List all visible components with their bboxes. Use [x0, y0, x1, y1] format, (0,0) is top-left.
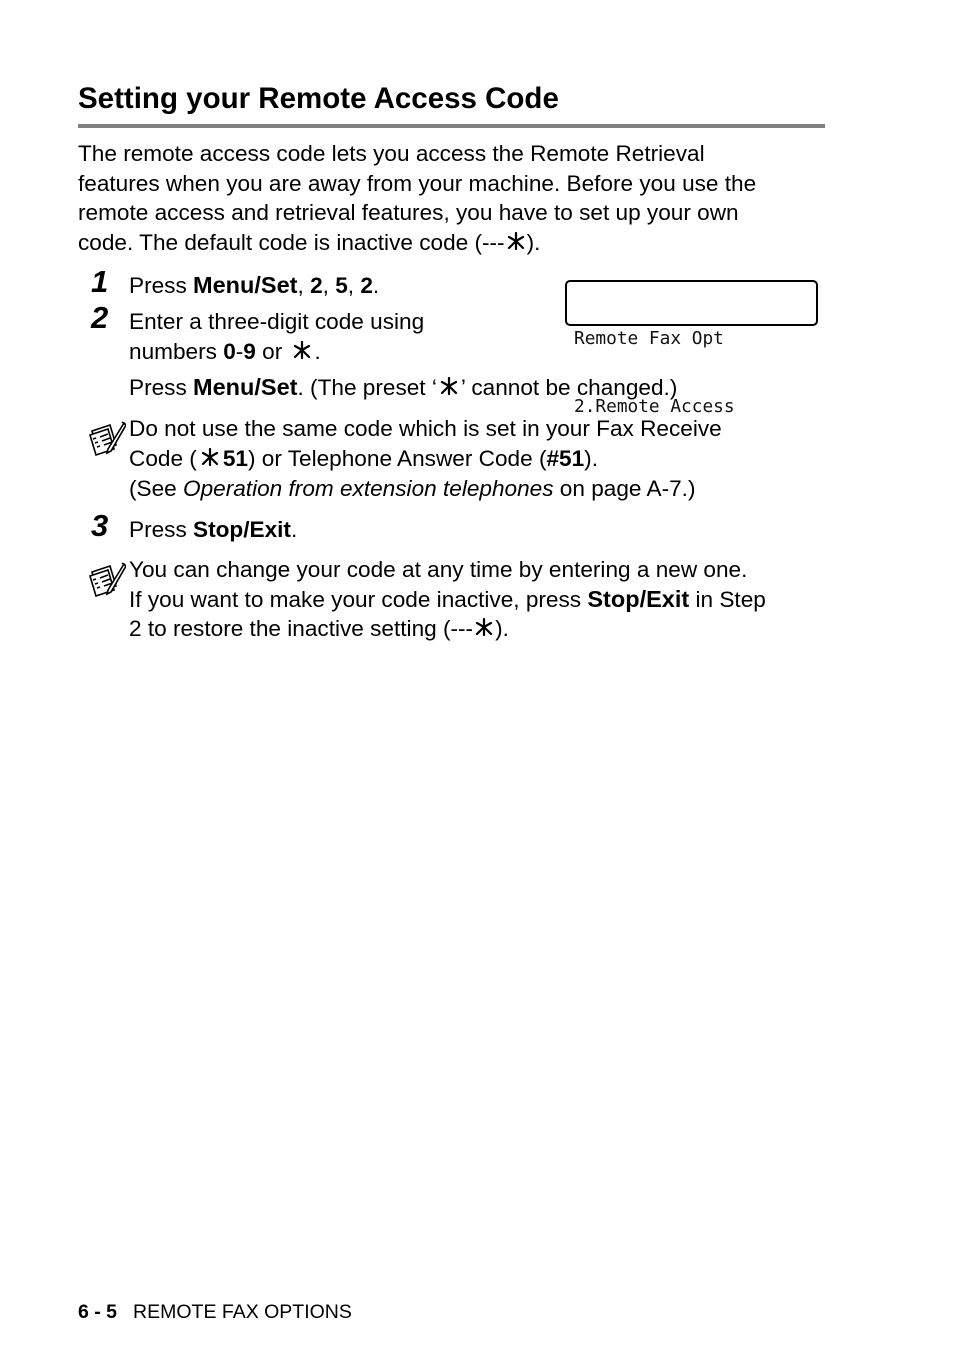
step-2-line-1: Enter a three-digit code using [129, 309, 425, 334]
menu-set-key: Menu/Set [193, 374, 298, 400]
page-number: 6 - 5 [78, 1301, 118, 1323]
note-pencil-icon [86, 419, 126, 461]
intro-line-1: The remote access code lets you access the Remote Retrieval [78, 141, 705, 166]
step-1-number: 1 [91, 264, 109, 299]
intro-line-2: features when you are away from your machine. Before you use the [78, 170, 757, 196]
title-rule [78, 124, 825, 128]
star-icon [437, 376, 461, 396]
cross-reference-link: Operation from extension telephones [183, 476, 554, 501]
step-2-line-2: numbers 0-9 or . [129, 339, 321, 364]
lcd-line-2: 2.Remote Access [574, 395, 735, 417]
step-3-number: 3 [91, 508, 109, 543]
note-1-line-1: Do not use the same code which is set in your Fax Receive [129, 416, 722, 441]
section-name: REMOTE FAX OPTIONS [133, 1301, 352, 1323]
star-icon [473, 617, 495, 637]
star-icon [197, 447, 223, 467]
page-title: Setting your Remote Access Code [78, 82, 559, 115]
intro-paragraph [78, 139, 838, 257]
note-pencil-icon [86, 560, 126, 602]
step-2-number: 2 [91, 300, 109, 335]
menu-set-key: Menu/Set [193, 272, 298, 298]
intro-line-4: code. The default code is inactive code (--- ). [78, 229, 541, 255]
note-1-line-3: (See Operation from extension telephones on page A-7.) [129, 476, 696, 501]
intro-line-3: remote access and retrieval features, you have to set up your own [78, 200, 739, 226]
star-icon [505, 231, 527, 251]
star-icon [289, 340, 315, 360]
stop-exit-key: Stop/Exit [193, 517, 291, 542]
page-footer [78, 1301, 352, 1324]
step-3-text: Press Stop/Exit. [129, 517, 298, 542]
step-2-line-3: Press Menu/Set. (The preset ‘ ’ cannot be changed.) [129, 374, 678, 400]
lcd-line-1: Remote Fax Opt [574, 328, 724, 349]
note-2-line-1: You can change your code at any time by entering a new one. [129, 557, 748, 582]
lcd-display [565, 280, 818, 417]
note-2-line-2: If you want to make your code inactive, press Stop/Exit in Step [129, 586, 766, 612]
note-1-line-2: Code ( 51) or Telephone Answer Code (#51). [129, 446, 598, 471]
note-2-line-3: 2 to restore the inactive setting (--- ). [129, 616, 509, 641]
step-1-text: Press Menu/Set, 2, 5, 2. [129, 272, 380, 298]
stop-exit-key: Stop/Exit [587, 586, 690, 612]
